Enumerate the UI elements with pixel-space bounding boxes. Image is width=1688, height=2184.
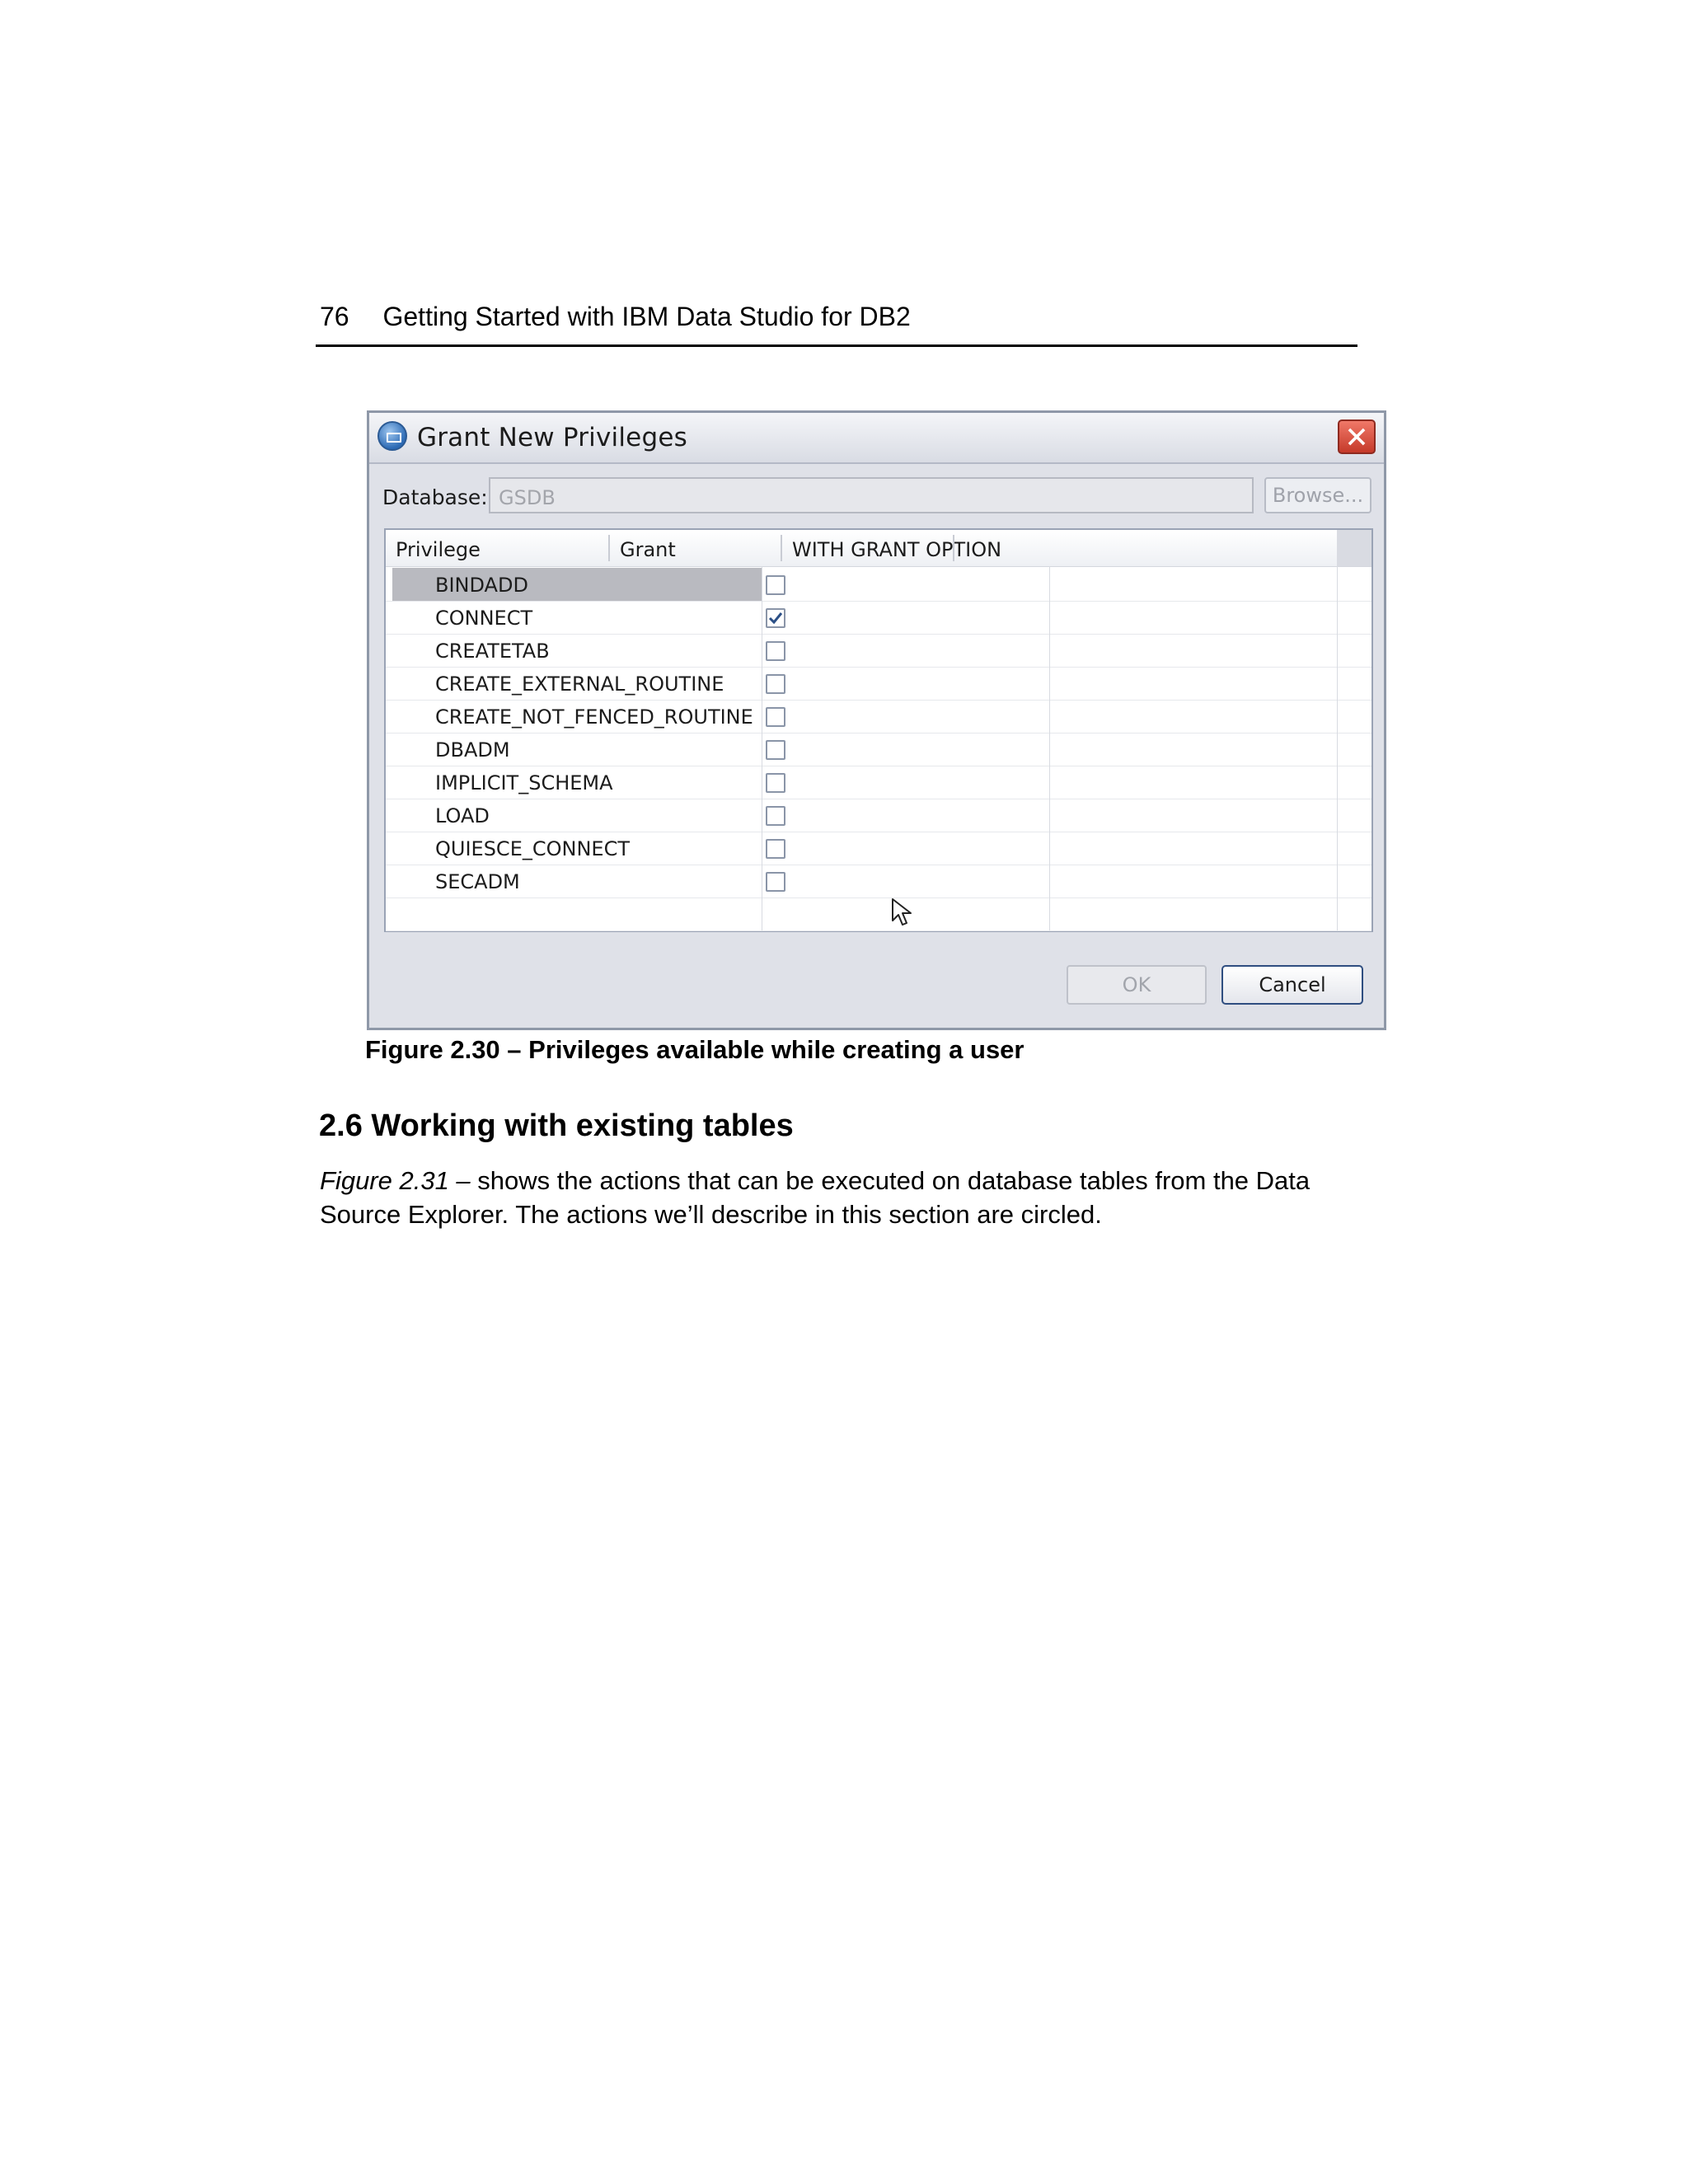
header-rule	[316, 344, 1357, 347]
privilege-name: IMPLICIT_SCHEMA	[435, 771, 613, 794]
privilege-cell[interactable]	[392, 634, 762, 667]
grid-line	[1049, 566, 1050, 930]
privilege-name: CONNECT	[435, 607, 533, 630]
column-header-grant[interactable]: Grant	[620, 538, 676, 561]
grant-checkbox[interactable]	[766, 839, 785, 859]
grant-checkbox[interactable]	[766, 707, 785, 727]
privilege-name: BINDADD	[435, 574, 528, 597]
close-icon	[1339, 421, 1374, 452]
grid-line	[1337, 566, 1338, 930]
dialog-titlebar[interactable]	[369, 413, 1384, 464]
privilege-cell[interactable]	[392, 733, 762, 766]
page-number: 76	[320, 302, 349, 331]
table-row[interactable]	[386, 601, 1372, 635]
dialog-title: Grant New Privileges	[417, 423, 687, 452]
cancel-button[interactable]: Cancel	[1221, 965, 1363, 1005]
grant-checkbox[interactable]	[766, 872, 785, 892]
privilege-name: CREATE_EXTERNAL_ROUTINE	[435, 673, 724, 696]
body-paragraph	[320, 1164, 1391, 1231]
grant-checkbox[interactable]	[766, 674, 785, 694]
table-row[interactable]	[386, 667, 1372, 701]
privilege-name: LOAD	[435, 804, 490, 827]
privilege-cell[interactable]	[392, 568, 762, 601]
body-text: shows the actions that can be executed on database tables from the Data Source Explorer. The actions we’ll describe in this section are circled.	[320, 1166, 1311, 1229]
table-row[interactable]	[386, 832, 1372, 865]
column-header-with-grant-option[interactable]: WITH GRANT OPTION	[792, 538, 1002, 561]
privilege-name: QUIESCE_CONNECT	[435, 837, 630, 860]
database-field: GSDB	[489, 477, 1254, 513]
figure-reference: Figure 2.31 –	[320, 1166, 471, 1195]
privilege-name: SECADM	[435, 870, 520, 893]
column-separator	[953, 535, 954, 561]
privilege-cell[interactable]	[392, 667, 762, 700]
running-title: Getting Started with IBM Data Studio for DB2	[382, 302, 911, 331]
table-header	[386, 530, 1372, 567]
grant-checkbox[interactable]	[766, 575, 785, 595]
header-corner	[1337, 530, 1372, 566]
table-row[interactable]	[386, 865, 1372, 898]
table-row[interactable]	[386, 634, 1372, 668]
table-row[interactable]	[386, 766, 1372, 799]
grant-checkbox[interactable]	[766, 773, 785, 793]
column-separator	[781, 535, 782, 561]
privilege-cell[interactable]	[392, 832, 762, 865]
grant-checkbox[interactable]	[766, 641, 785, 661]
database-label: Database:	[382, 485, 488, 509]
privilege-cell[interactable]	[392, 799, 762, 832]
browse-button: Browse...	[1264, 477, 1372, 513]
privileges-table	[384, 528, 1373, 932]
ok-button: OK	[1067, 965, 1207, 1005]
privilege-name: CREATE_NOT_FENCED_ROUTINE	[435, 705, 753, 729]
section-heading: 2.6 Working with existing tables	[319, 1108, 794, 1143]
table-row[interactable]	[386, 799, 1372, 832]
privilege-cell[interactable]	[392, 601, 762, 634]
column-separator	[608, 535, 610, 561]
close-button[interactable]	[1338, 419, 1376, 454]
empty-row	[386, 898, 1372, 931]
dialog-app-icon	[377, 421, 407, 451]
table-row[interactable]	[386, 700, 1372, 733]
grant-checkbox[interactable]	[766, 608, 785, 628]
table-row[interactable]	[386, 733, 1372, 766]
privilege-name: CREATETAB	[435, 640, 550, 663]
column-header-privilege[interactable]: Privilege	[396, 538, 481, 561]
figure-caption: Figure 2.30 – Privileges available while creating a user	[365, 1035, 1025, 1064]
privilege-cell[interactable]	[392, 700, 762, 733]
checkmark-icon	[767, 610, 784, 626]
privilege-cell[interactable]	[392, 865, 762, 898]
table-row[interactable]	[386, 568, 1372, 602]
privilege-name: DBADM	[435, 738, 510, 762]
page-header	[320, 302, 911, 332]
grant-checkbox[interactable]	[766, 806, 785, 826]
privilege-cell[interactable]	[392, 766, 762, 799]
grant-privileges-dialog	[367, 410, 1386, 1030]
grant-checkbox[interactable]	[766, 740, 785, 760]
mouse-pointer-icon	[891, 898, 916, 927]
